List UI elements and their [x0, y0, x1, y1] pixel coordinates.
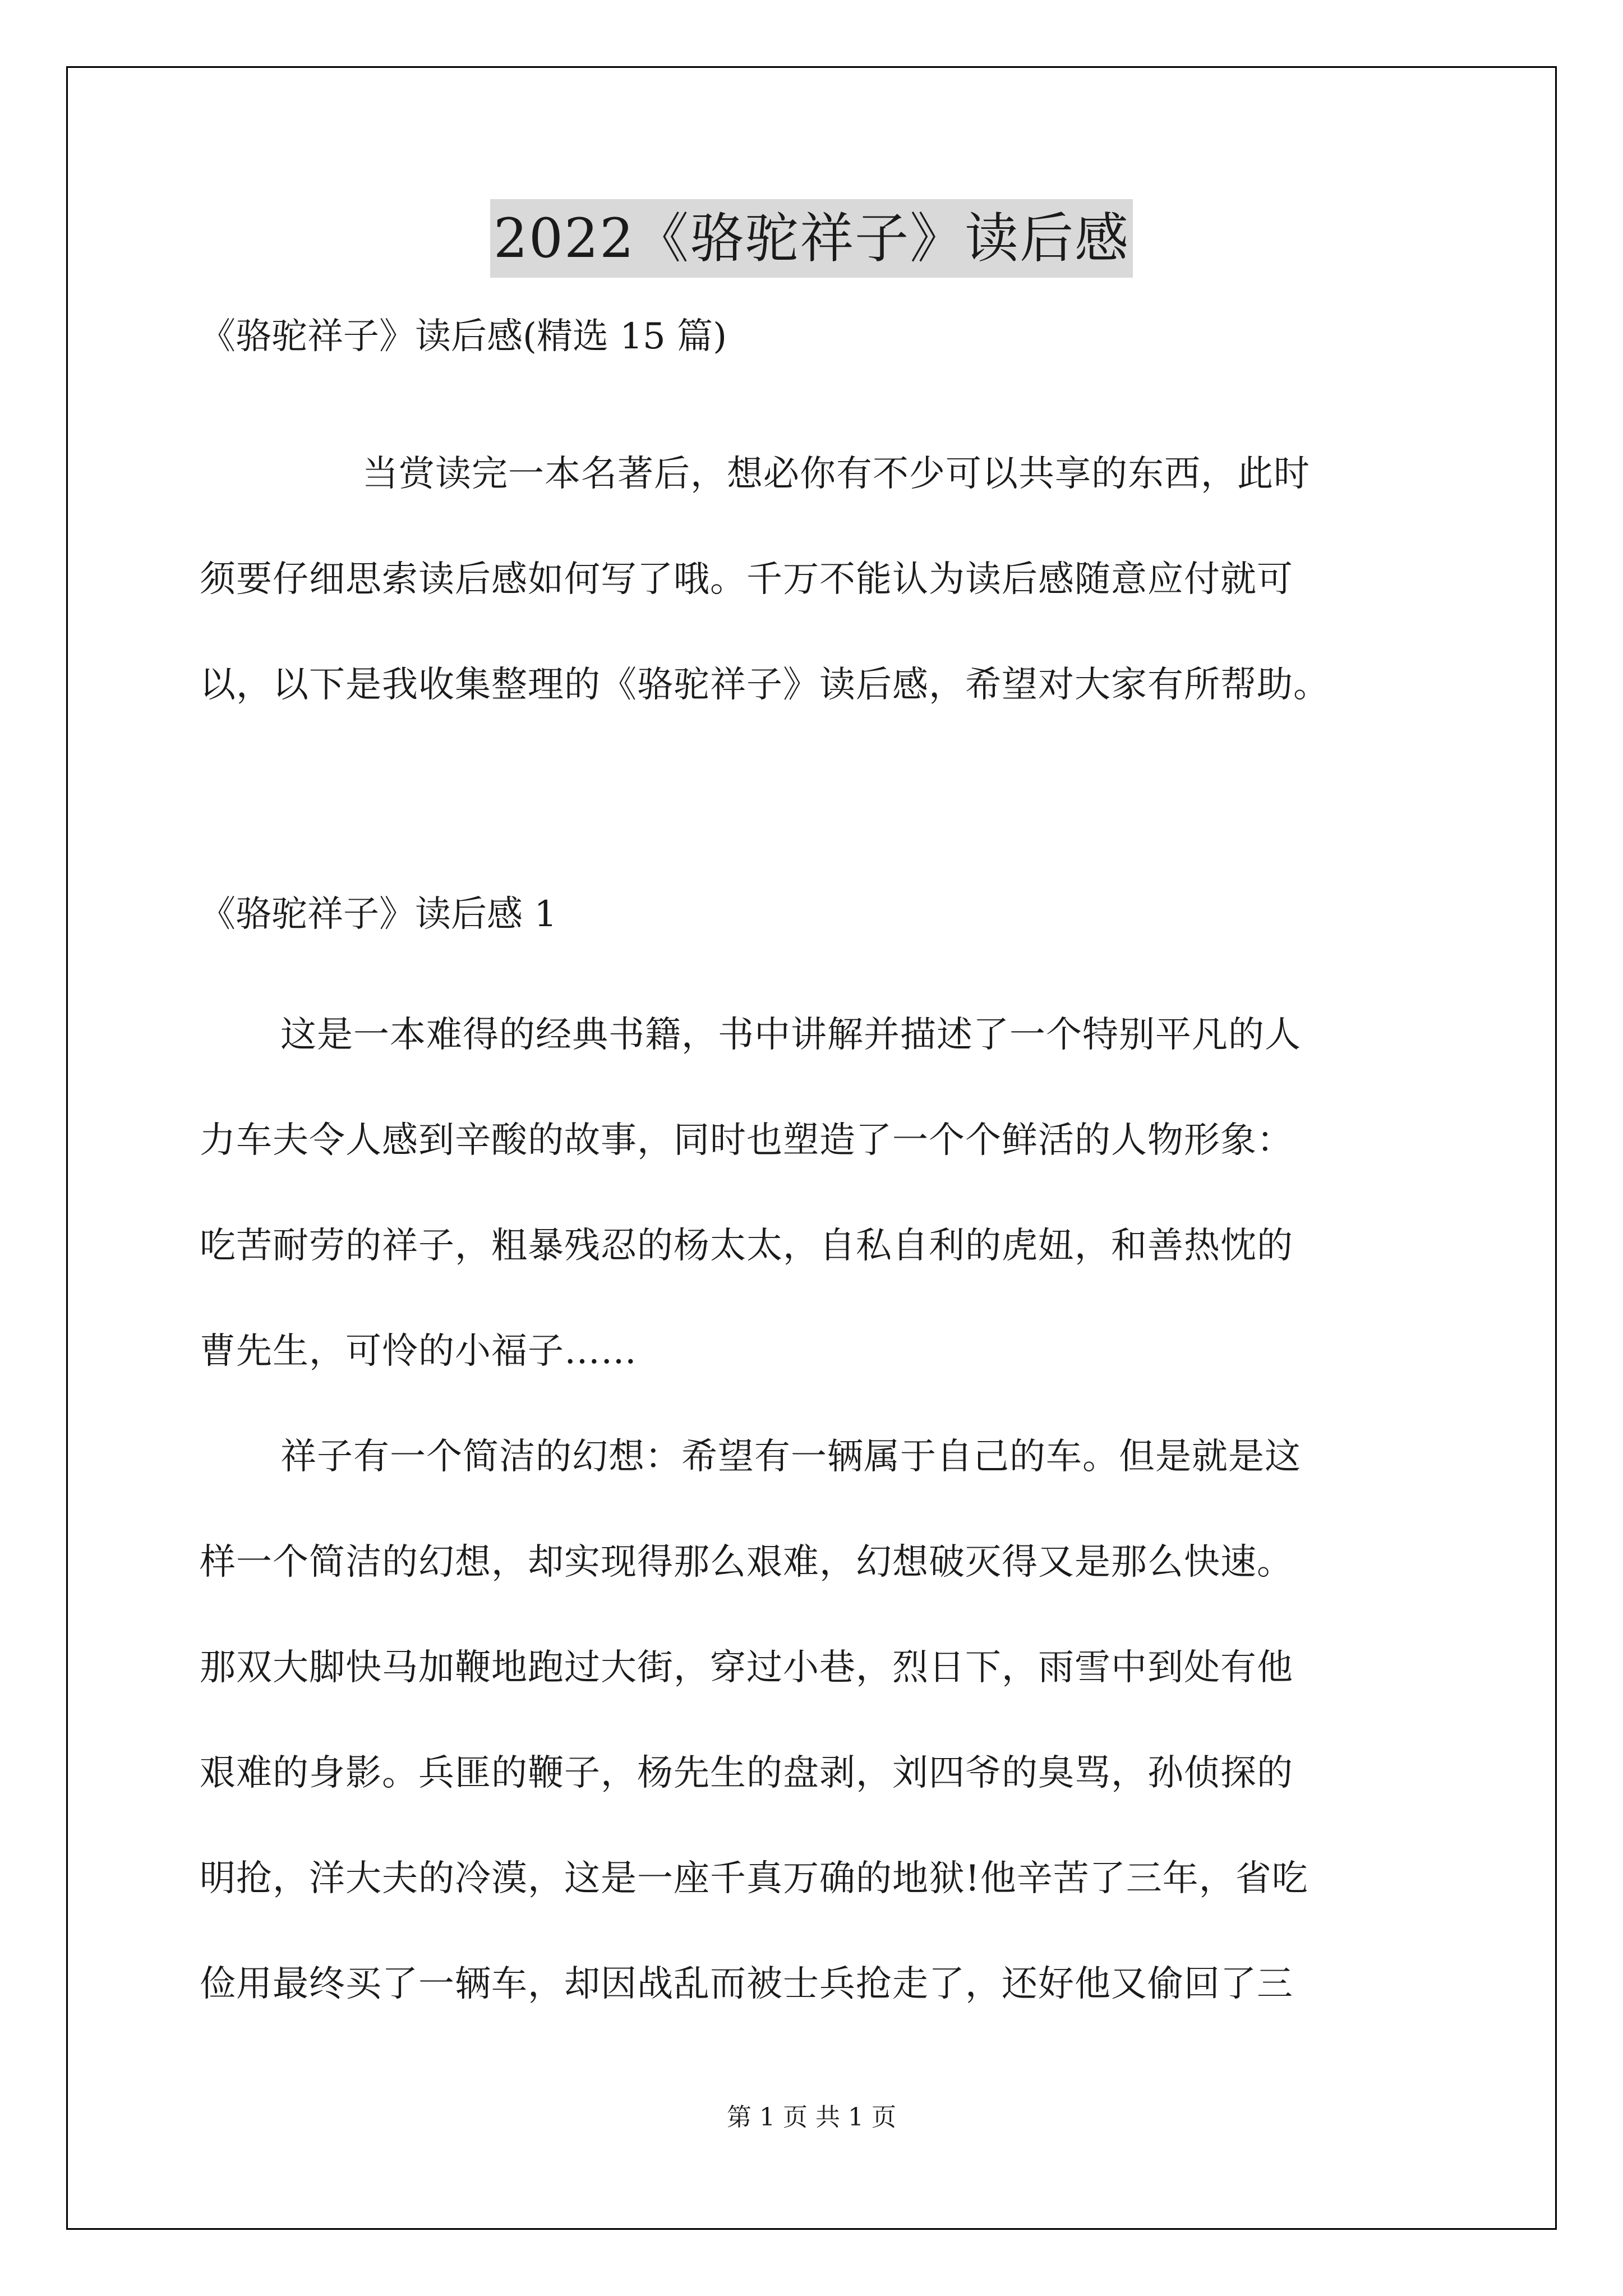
page-footer: 第 1 页 共 1 页	[727, 2103, 896, 2132]
intro-line: 以，以下是我收集整理的《骆驼祥子》读后感，希望对大家有所帮助。	[200, 664, 1330, 706]
document-subtitle: 《骆驼祥子》读后感(精选 15 篇)	[200, 316, 727, 357]
paragraph-line: 吃苦耐劳的祥子，粗暴残忍的杨太太，自私自利的虎妞，和善热忱的	[200, 1225, 1293, 1267]
document-title: 2022《骆驼祥子》读后感	[490, 199, 1133, 278]
paragraph-line: 样一个简洁的幻想，却实现得那么艰难，幻想破灭得又是那么快速。	[200, 1542, 1293, 1583]
intro-line: 当赏读完一本名著后，想必你有不少可以共享的东西，此时	[362, 453, 1310, 495]
paragraph-line: 曹先生，可怜的小福子……	[200, 1331, 637, 1372]
paragraph-line: 这是一本难得的经典书籍，书中讲解并描述了一个特别平凡的人	[280, 1014, 1301, 1056]
paragraph-line: 艰难的身影。兵匪的鞭子，杨先生的盘剥，刘四爷的臭骂，孙侦探的	[200, 1752, 1293, 1794]
paragraph-line: 力车夫令人感到辛酸的故事，同时也塑造了一个个鲜活的人物形象：	[200, 1120, 1293, 1161]
paragraph-line: 祥子有一个简洁的幻想：希望有一辆属于自己的车。但是就是这	[280, 1436, 1301, 1478]
section-heading: 《骆驼祥子》读后感 1	[200, 894, 557, 935]
intro-line: 须要仔细思索读后感如何写了哦。千万不能认为读后感随意应付就可	[200, 559, 1293, 600]
title-container	[0, 199, 1623, 278]
paragraph-line: 那双大脚快马加鞭地跑过大街，穿过小巷，烈日下，雨雪中到处有他	[200, 1647, 1293, 1688]
paragraph-line: 明抢，洋大夫的冷漠，这是一座千真万确的地狱!他辛苦了三年，省吃	[200, 1858, 1308, 1899]
paragraph-line: 俭用最终买了一辆车，却因战乱而被士兵抢走了，还好他又偷回了三	[200, 1963, 1293, 2005]
